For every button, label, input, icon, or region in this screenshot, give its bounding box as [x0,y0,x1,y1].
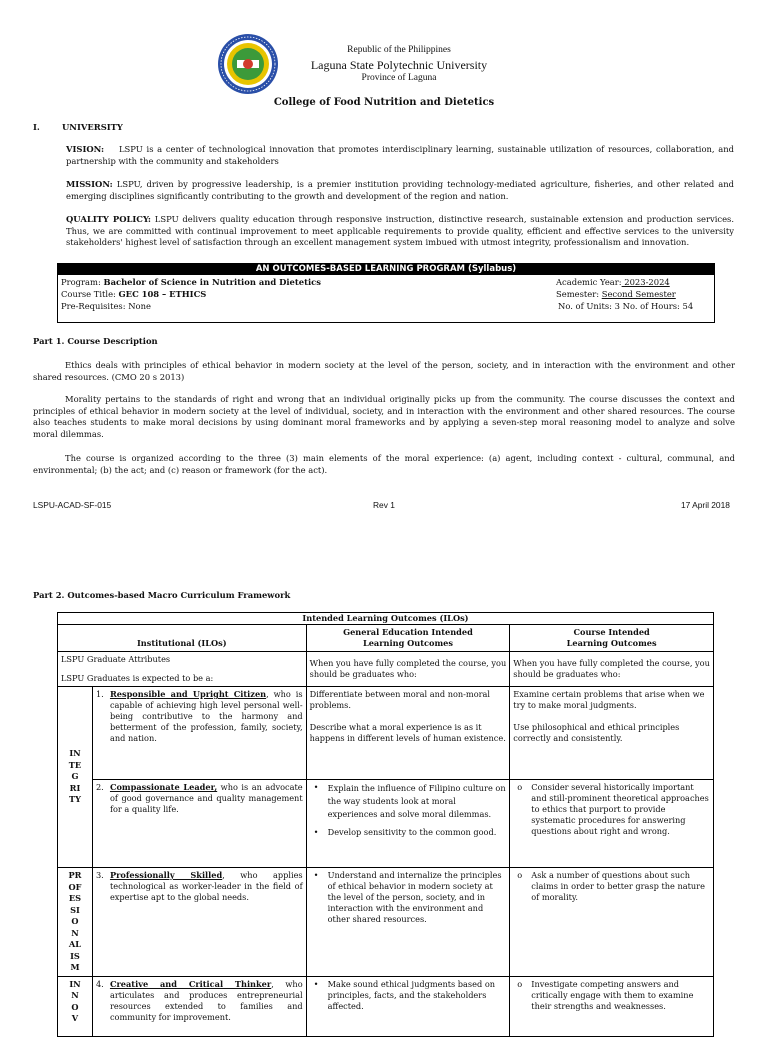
mission-label: MISSION: [66,179,113,189]
form-code: LSPU-ACAD-SF-015 [33,500,112,510]
course-ilo-1a: Examine certain problems that arise when we try to make moral judgments. [513,689,705,710]
col-header-course-line2: Learning Outcomes [566,638,657,648]
vision-paragraph [66,144,734,167]
ge-ilo-3a: Understand and internalize the principles of ethical behavior in modern society at the level of the person, society, and in interaction with the environment and other shared resources. [327,870,502,924]
part1-paragraph-3: The course is organized according to the three (3) main elements of the moral experience: (a) agent, including context - cultural, communal, and environmental; (b) the act; and (c) reason or framework (for the act). [33,453,735,475]
semester-line [556,289,676,299]
ge-ilo-1 [306,687,510,780]
quality-policy-paragraph [66,214,734,249]
innovation-label-part: V [71,1013,79,1023]
course-line [61,289,206,299]
col-header-institutional: Institutional (ILOs) [58,625,307,652]
section-title: UNIVERSITY [62,122,123,132]
section-number: I. [33,122,40,132]
vision-label: VISION: [66,144,105,154]
innovation-label [58,976,93,1036]
col-header-course [510,625,714,652]
republic-line: Republic of the Philippines [347,45,451,55]
course-ilo-3 [510,868,714,977]
col-header-general-education [306,625,510,652]
province-line: Province of Laguna [361,73,437,83]
program-label: Program: [61,277,101,287]
ge-intro: When you have fully completed the course, you should be graduates who: [306,652,510,687]
part1-paragraph-2: Morality pertains to the standards of right and wrong that an individual originally picks up from the community. The course discusses the context and principles of ethical behavior in modern society at the level of individual, society, and in interaction with the environment and other shared resources. The course also teaches students to make moral decisions by using dominant moral frameworks and by applying a seven-step moral reasoning model to analyze and solve moral dilemmas. [33,394,735,439]
course-ilo-4 [510,976,714,1036]
institutional-ilo-3 [92,868,306,977]
ilo-2-description: who is an advocate of good governance and quality management for a quality life. [109,782,303,814]
bullet-icon: • [313,782,319,792]
part1-title: Part 1. Course Description [33,336,158,346]
revision: Rev 1 [373,500,395,510]
integrity-label-part: G [71,771,79,782]
university-name: Laguna State Polytechnic University [310,58,488,72]
ilo-number: 1. [95,689,104,699]
ge-ilo-4a: Make sound ethical judgments based on principles, facts, and the stakeholders affected. [327,978,496,1011]
course-ilo-2 [510,780,714,868]
quality-text: LSPU delivers quality education through responsive instruction, distinctive research, sustainable extension and production services. Thus, we are committed with continual improvement to meet applicable requirements to provide quality, efficient and effective services to the university stakeholders' highest level of satisfaction through an excellent management system imbued with utmost integrity, professionalism and innovation. [66,214,734,247]
course-value: GEC 108 – ETHICS [118,289,207,299]
course-label: Course Title: [61,289,116,299]
ilo-3-description: , who applies technological as worker-leader in the field of expertise apt to the global needs. [109,870,303,902]
col-header-course-line1: Course Intended [573,627,650,637]
col-header-ge-line2: Learning Outcomes [362,638,453,648]
ilo-number: 4. [95,978,104,989]
institutional-ilo-1 [92,687,306,780]
mission-text: LSPU, driven by progressive leadership, is a premier institution providing technology-mediated agriculture, fisheries, and other related and emerging disciplines significantly contributing to the growth and development of the region and nation. [66,179,734,201]
course-ilo-2a: Consider several historically important and still-prominent theoretical approaches to ethics that purport to provide systematic procedures for answering questions about right and wrong. [531,782,709,836]
professionalism-label-part: O [71,916,79,926]
innovation-label-part: IN [69,978,81,989]
professionalism-label-part: IS [70,950,80,961]
ge-ilo-2 [306,780,510,868]
professionalism-label-part: OF [68,881,82,892]
course-intro: When you have fully completed the course, you should be graduates who: [510,652,714,687]
innovation-label-part: N [71,990,79,1000]
mission-paragraph [66,179,734,202]
academic-year-label: Academic Year: [556,277,622,287]
professionalism-label-part: SI [70,904,80,915]
professionalism-label-part: N [71,927,79,938]
circle-bullet-icon: o [517,782,523,792]
ilo-number: 2. [95,782,104,792]
ilo-1-description: , who is capable of achieving high level personal well-being contributive to the harmony and betterment of the profession, family, society, and nation. [109,689,303,743]
units-hours: No. of Units: 3 No. of Hours: 54 [558,301,694,311]
integrity-label [58,687,93,868]
program-value: Bachelor of Science in Nutrition and Dietetics [103,277,321,287]
institutional-ilo-2 [92,780,306,868]
ilo-table [57,612,714,1037]
institutional-ilo-4 [92,976,306,1036]
ge-ilo-4 [306,976,510,1036]
ge-ilo-1b: Describe what a moral experience is as it happens in different levels of human existence. [309,722,506,743]
graduate-attributes-label: LSPU Graduate Attributes [61,654,171,664]
ilo-4-title: Creative and Critical Thinker [109,978,272,989]
ilo-4-description: , who articulates and produces entrepreneurial resources extended to families and community for improvement. [109,978,303,1022]
ilo-number: 3. [95,870,104,880]
innovation-label-part: O [71,1001,79,1012]
prerequisites: Pre-Requisites: None [61,301,151,311]
ge-ilo-2b: Develop sensitivity to the common good. [327,827,497,837]
ge-ilo-2a: Explain the influence of Filipino culture on the way students look at moral experiences and solve moral dilemmas. [327,783,506,819]
course-ilo-1b: Use philosophical and ethical principles correctly and consistently. [513,722,680,743]
integrity-label-part: IN [69,748,81,759]
course-ilo-3a: Ask a number of questions about such claims in order to better grasp the nature of morality. [531,870,705,902]
bullet-icon: • [313,978,319,989]
ilo-3-title: Professionally Skilled [109,870,223,880]
quality-label: QUALITY POLICY: [66,214,151,224]
professionalism-label-part: M [70,962,80,972]
bullet-icon: • [313,870,319,880]
ilo-1-title: Responsible and Upright Citizen [109,689,267,699]
vision-text: LSPU is a center of technological innovation that promotes interdisciplinary learning, sustainable utilization of resources, collaboration, and partnership with the community and stakeholders [66,144,734,166]
bullet-icon: • [313,827,319,837]
professionalism-label [58,868,93,977]
ge-ilo-1a: Differentiate between moral and non-moral problems. [309,689,491,710]
ilo-2-title: Compassionate Leader, [109,782,218,792]
course-ilo-4a: Investigate competing answers and critically engage with them to examine their strengths and weaknesses. [531,978,694,1011]
form-date: 17 April 2018 [681,500,730,510]
ilo-table-title: Intended Learning Outcomes (ILOs) [58,613,714,625]
graduate-attributes-cell [58,652,307,687]
part1-paragraph-1: Ethics deals with principles of ethical behavior in modern society at the level of the person, society, and in interaction with the environment and other shared resources. (CMO 20 s 2013) [33,360,735,382]
semester-value: Second Semester [601,289,676,299]
col-header-ge-line1: General Education Intended [343,627,473,637]
professionalism-label-part: AL [68,939,82,949]
professionalism-label-part: ES [68,893,82,903]
graduate-expected-label: LSPU Graduates is expected to be a: [61,673,214,683]
college-name: College of Food Nutrition and Dietetics [273,97,495,108]
integrity-label-part: RI [69,782,81,793]
program-line [61,277,321,287]
integrity-label-part: TE [68,759,82,770]
integrity-label-part: TY [69,794,81,805]
course-ilo-1 [510,687,714,780]
syllabus-info-box [57,263,715,323]
semester-label: Semester: [556,289,600,299]
professionalism-label-part: PR [68,870,82,880]
ge-ilo-3 [306,868,510,977]
syllabus-banner: AN OUTCOMES-BASED LEARNING PROGRAM (Syllabus) [58,264,714,275]
circle-bullet-icon: o [517,978,523,989]
part2-title: Part 2. Outcomes-based Macro Curriculum Framework [33,590,291,600]
circle-bullet-icon: o [517,870,523,880]
academic-year-line [556,277,670,287]
academic-year-value: 2023-2024 [621,277,670,287]
